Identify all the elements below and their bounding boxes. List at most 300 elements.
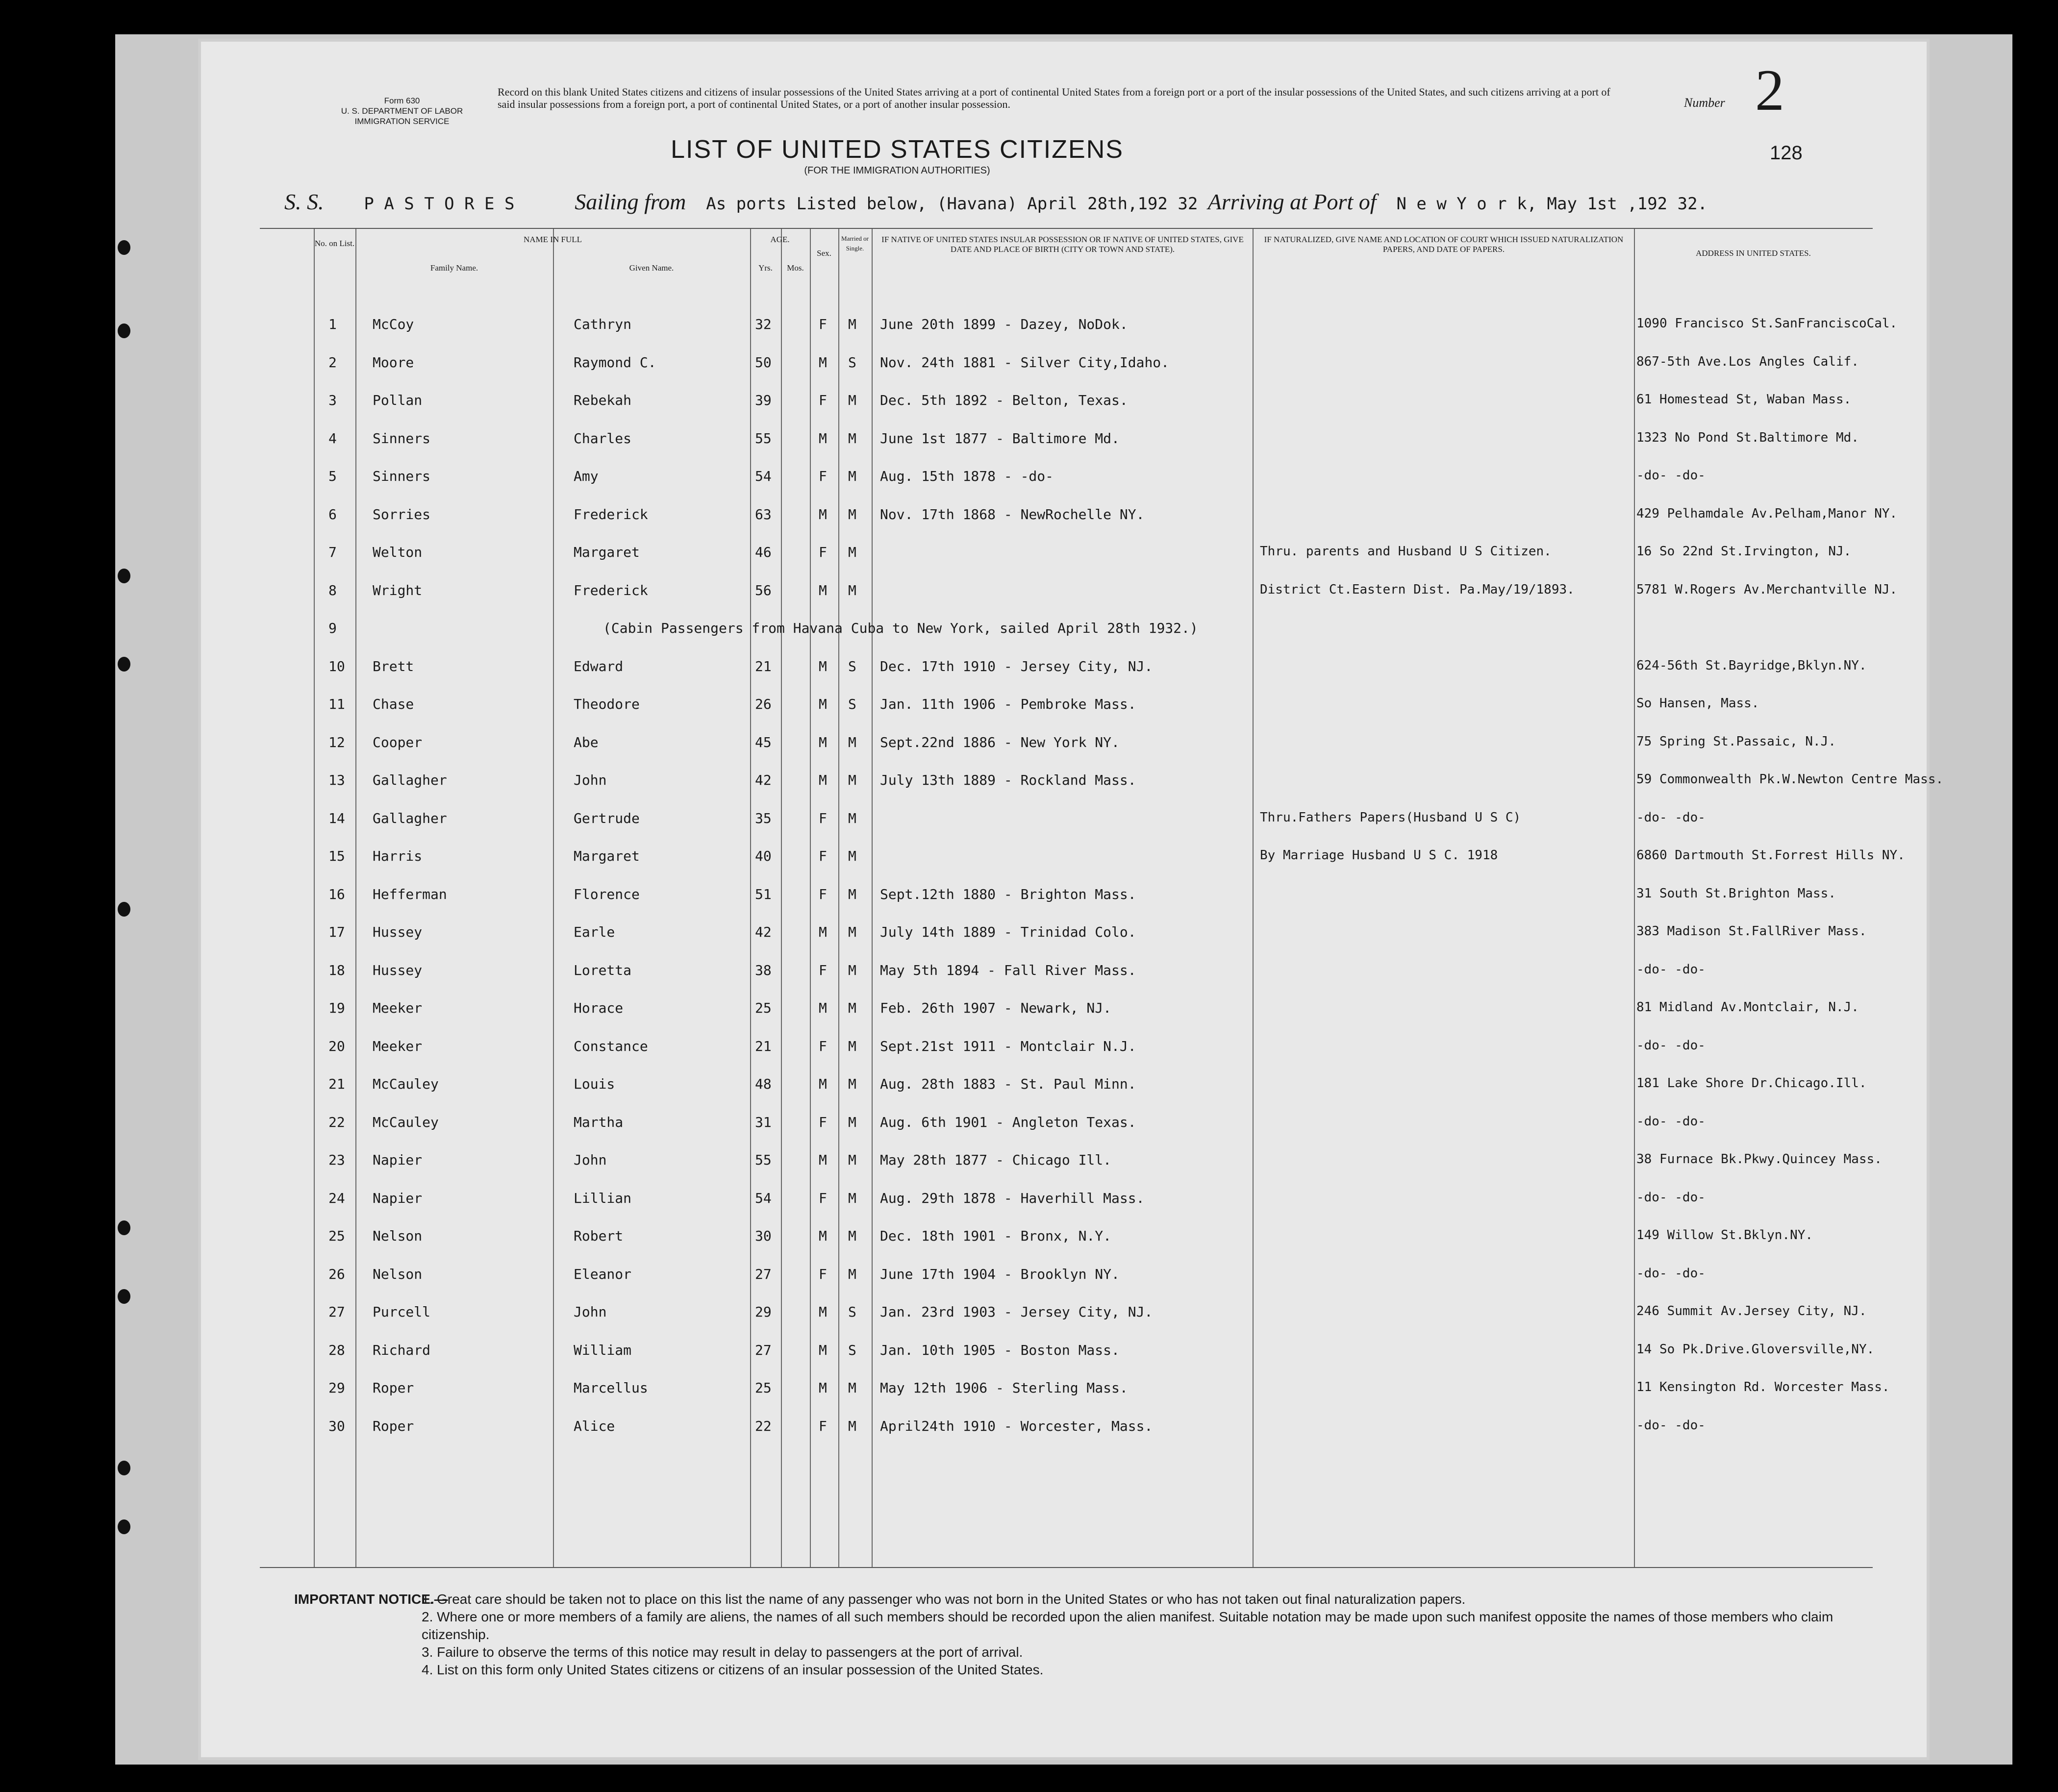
- birth-info: Jan. 10th 1905 - Boston Mass.: [880, 1342, 1120, 1358]
- given-name: Horace: [574, 1000, 624, 1016]
- sex: F: [819, 468, 827, 484]
- marital-status: M: [848, 1228, 856, 1244]
- form-number: Form 630: [384, 96, 420, 105]
- marital-status: M: [848, 1152, 856, 1168]
- age: 55: [755, 1152, 772, 1168]
- birth-info: Aug. 6th 1901 - Angleton Texas.: [880, 1114, 1136, 1130]
- table-row: [260, 620, 1873, 658]
- table-row: [260, 658, 1873, 697]
- marital-status: M: [848, 468, 856, 484]
- table-row: [260, 734, 1873, 772]
- marital-status: M: [848, 1190, 856, 1206]
- row-number: 14: [328, 810, 345, 826]
- given-name: Frederick: [574, 582, 648, 598]
- sex: F: [819, 962, 827, 978]
- family-name: Gallagher: [373, 772, 447, 788]
- table-row: [260, 1000, 1873, 1038]
- sex: F: [819, 544, 827, 560]
- address: 59 Commonwealth Pk.W.Newton Centre Mass.: [1636, 772, 1944, 787]
- marital-status: S: [848, 354, 856, 371]
- marital-status: S: [848, 1304, 856, 1320]
- marital-status: M: [848, 1266, 856, 1282]
- age: 27: [755, 1266, 772, 1282]
- given-name: John: [574, 1304, 607, 1320]
- address: 246 Summit Av.Jersey City, NJ.: [1636, 1304, 1867, 1319]
- address: 149 Willow St.Bklyn.NY.: [1636, 1228, 1813, 1243]
- ss-label: S. S.: [284, 189, 324, 214]
- family-name: McCauley: [373, 1076, 439, 1092]
- notice-item: 2. Where one or more members of a family are aliens, the names of all such members should be recorded upon the alien manifest. Suitable notation may be made upon such manifest opposite the names of those members who claim citizenship.: [422, 1609, 1833, 1642]
- section-note: (Cabin Passengers from Havana Cuba to New York, sailed April 28th 1932.): [603, 620, 1198, 636]
- given-name: Margaret: [574, 848, 640, 864]
- sex: M: [819, 1342, 827, 1358]
- family-name: Gallagher: [373, 810, 447, 826]
- birth-info: July 13th 1889 - Rockland Mass.: [880, 772, 1136, 788]
- birth-info: Sept.22nd 1886 - New York NY.: [880, 734, 1120, 750]
- family-name: Pollan: [373, 392, 423, 408]
- row-number: 23: [328, 1152, 345, 1168]
- marital-status: M: [848, 772, 856, 788]
- age: 46: [755, 544, 772, 560]
- age: 51: [755, 886, 772, 902]
- sailing-value: As ports Listed below, (Havana) April 28th,192 32: [706, 194, 1198, 214]
- birth-info: Dec. 18th 1901 - Bronx, N.Y.: [880, 1228, 1112, 1244]
- address: -do- -do-: [1636, 1190, 1706, 1205]
- row-number: 10: [328, 658, 345, 674]
- sex: M: [819, 1152, 827, 1168]
- age: 31: [755, 1114, 772, 1130]
- passenger-table: [260, 228, 1944, 1568]
- page-title: LIST OF UNITED STATES CITIZENS: [671, 135, 1124, 164]
- birth-info: Aug. 29th 1878 - Haverhill Mass.: [880, 1190, 1145, 1206]
- table-row: [260, 1152, 1882, 1190]
- given-name: Lillian: [574, 1190, 632, 1206]
- age: 45: [755, 734, 772, 750]
- address: -do- -do-: [1636, 468, 1706, 483]
- number-label: Number: [1684, 96, 1725, 110]
- birth-info: June 17th 1904 - Brooklyn NY.: [880, 1266, 1120, 1282]
- given-name: Constance: [574, 1038, 648, 1054]
- header-sex: Sex.: [817, 249, 831, 258]
- family-name: Welton: [373, 544, 423, 560]
- sex: M: [819, 354, 827, 371]
- age: 26: [755, 696, 772, 712]
- age: 21: [755, 1038, 772, 1054]
- given-name: Cathryn: [574, 316, 632, 332]
- birth-info: Aug. 28th 1883 - St. Paul Minn.: [880, 1076, 1136, 1092]
- given-name: Edward: [574, 658, 624, 674]
- sex: F: [819, 886, 827, 902]
- family-name: Nelson: [373, 1228, 423, 1244]
- table-row: [260, 316, 1898, 354]
- marital-status: M: [848, 810, 856, 826]
- given-name: Margaret: [574, 544, 640, 560]
- table-row: [260, 848, 1905, 886]
- number-sub: 128: [1770, 142, 1803, 164]
- birth-info: Dec. 5th 1892 - Belton, Texas.: [880, 392, 1128, 408]
- naturalization: By Marriage Husband U S C. 1918: [1260, 848, 1498, 863]
- age: 27: [755, 1342, 772, 1358]
- important-notice: [294, 1591, 1902, 1679]
- notice-item: 1. Great care should be taken not to place on this list the name of any passenger who was not born in the United States or who has not taken out final naturalization papers.: [422, 1592, 1466, 1607]
- sex: F: [819, 316, 827, 332]
- marital-status: M: [848, 582, 856, 598]
- table-row: [260, 1076, 1873, 1114]
- row-number: 30: [328, 1418, 345, 1434]
- sex: F: [819, 1266, 827, 1282]
- birth-info: May 12th 1906 - Sterling Mass.: [880, 1380, 1128, 1396]
- row-number: 11: [328, 696, 345, 712]
- table-row: [260, 1038, 1873, 1076]
- table-row: [260, 354, 1873, 393]
- sailing-label: Sailing from: [575, 189, 686, 214]
- row-number: 29: [328, 1380, 345, 1396]
- family-name: Brett: [373, 658, 414, 674]
- header-mos: Mos.: [787, 263, 804, 273]
- age: 32: [755, 316, 772, 332]
- age: 55: [755, 430, 772, 447]
- given-name: John: [574, 1152, 607, 1168]
- address: 75 Spring St.Passaic, N.J.: [1636, 734, 1836, 749]
- sex: M: [819, 1076, 827, 1092]
- naturalization: Thru.Fathers Papers(Husband U S C): [1260, 810, 1521, 825]
- sex: F: [819, 810, 827, 826]
- table-row: [260, 1418, 1873, 1456]
- given-name: Robert: [574, 1228, 624, 1244]
- marital-status: S: [848, 1342, 856, 1358]
- family-name: Roper: [373, 1380, 414, 1396]
- birth-info: April24th 1910 - Worcester, Mass.: [880, 1418, 1153, 1434]
- birth-info: Sept.21st 1911 - Montclair N.J.: [880, 1038, 1136, 1054]
- birth-info: May 28th 1877 - Chicago Ill.: [880, 1152, 1112, 1168]
- age: 42: [755, 924, 772, 940]
- header-married: Married or Single.: [841, 235, 869, 252]
- sex: M: [819, 506, 827, 523]
- table-row: [260, 1114, 1873, 1152]
- age: 25: [755, 1000, 772, 1016]
- age: 21: [755, 658, 772, 674]
- family-name: Hussey: [373, 924, 423, 940]
- family-name: Wright: [373, 582, 423, 598]
- address: 38 Furnace Bk.Pkwy.Quincey Mass.: [1636, 1152, 1882, 1167]
- row-number: 27: [328, 1304, 345, 1320]
- table-row: [260, 1266, 1873, 1304]
- given-name: Raymond C.: [574, 354, 656, 371]
- row-number: 3: [328, 392, 337, 408]
- address: -do- -do-: [1636, 1418, 1706, 1433]
- marital-status: M: [848, 1418, 856, 1434]
- table-row: [260, 582, 1898, 621]
- sex: M: [819, 924, 827, 940]
- sex: F: [819, 1038, 827, 1054]
- table-row: [260, 1228, 1873, 1266]
- birth-info: Nov. 17th 1868 - NewRochelle NY.: [880, 506, 1145, 523]
- table-row: [260, 886, 1873, 924]
- given-name: Marcellus: [574, 1380, 648, 1396]
- marital-status: M: [848, 1038, 856, 1054]
- row-number: 15: [328, 848, 345, 864]
- sex: M: [819, 734, 827, 750]
- table-row: [260, 1342, 1873, 1380]
- row-number: 13: [328, 772, 345, 788]
- birth-info: Nov. 24th 1881 - Silver City,Idaho.: [880, 354, 1170, 371]
- address: -do- -do-: [1636, 1266, 1706, 1281]
- table-row: [260, 430, 1873, 469]
- birth-info: July 14th 1889 - Trinidad Colo.: [880, 924, 1136, 940]
- family-name: Sorries: [373, 506, 431, 523]
- sex: M: [819, 696, 827, 712]
- family-name: Napier: [373, 1152, 423, 1168]
- row-number: 21: [328, 1076, 345, 1092]
- birth-info: Jan. 11th 1906 - Pembroke Mass.: [880, 696, 1136, 712]
- given-name: Florence: [574, 886, 640, 902]
- age: 42: [755, 772, 772, 788]
- row-number: 20: [328, 1038, 345, 1054]
- address: 624-56th St.Bayridge,Bklyn.NY.: [1636, 658, 1867, 673]
- row-number: 1: [328, 316, 337, 332]
- age: 40: [755, 848, 772, 864]
- given-name: Earle: [574, 924, 615, 940]
- age: 38: [755, 962, 772, 978]
- marital-status: M: [848, 734, 856, 750]
- age: 35: [755, 810, 772, 826]
- marital-status: M: [848, 544, 856, 560]
- ship-name: P A S T O R E S: [364, 194, 515, 214]
- sex: M: [819, 658, 827, 674]
- age: 39: [755, 392, 772, 408]
- table-row: [260, 696, 1873, 734]
- row-number: 2: [328, 354, 337, 371]
- address: 31 South St.Brighton Mass.: [1636, 886, 1836, 901]
- table-row: [260, 392, 1873, 430]
- family-name: Harris: [373, 848, 423, 864]
- row-number: 7: [328, 544, 337, 560]
- sex: F: [819, 1418, 827, 1434]
- given-name: Rebekah: [574, 392, 632, 408]
- birth-info: June 20th 1899 - Dazey, NoDok.: [880, 316, 1128, 332]
- notice-item: 4. List on this form only United States citizens or citizens of an insular possession of the United States.: [422, 1662, 1044, 1677]
- marital-status: M: [848, 430, 856, 447]
- marital-status: M: [848, 316, 856, 332]
- family-name: McCoy: [373, 316, 414, 332]
- sex: M: [819, 1380, 827, 1396]
- address: 6860 Dartmouth St.Forrest Hills NY.: [1636, 848, 1905, 863]
- given-name: Abe: [574, 734, 599, 750]
- table-row: [260, 924, 1873, 962]
- marital-status: M: [848, 506, 856, 523]
- sex: M: [819, 772, 827, 788]
- header-name: NAME IN FULL: [524, 235, 582, 244]
- row-number: 22: [328, 1114, 345, 1130]
- row-number: 6: [328, 506, 337, 523]
- address: -do- -do-: [1636, 962, 1706, 977]
- birth-info: Aug. 15th 1878 - -do-: [880, 468, 1054, 484]
- row-number: 12: [328, 734, 345, 750]
- service-name: IMMIGRATION SERVICE: [354, 117, 450, 126]
- address: 61 Homestead St, Waban Mass.: [1636, 392, 1852, 407]
- age: 29: [755, 1304, 772, 1320]
- address: 867-5th Ave.Los Angles Calif.: [1636, 354, 1859, 369]
- family-name: Moore: [373, 354, 414, 371]
- address: 181 Lake Shore Dr.Chicago.Ill.: [1636, 1076, 1867, 1091]
- address: 1323 No Pond St.Baltimore Md.: [1636, 430, 1859, 445]
- form-instructions: Record on this blank United States citizens and citizens of insular possessions of the United States arriving at a port of continental United States from a foreign port or a port of the insular possessions of the United States, and such citizens arriving at a port of said insular possessions from a foreign port, a port of continental United States, or a port of another insular possession.: [498, 86, 1610, 110]
- marital-status: M: [848, 1114, 856, 1130]
- sex: M: [819, 1228, 827, 1244]
- row-number: 26: [328, 1266, 345, 1282]
- address: 14 So Pk.Drive.Gloversville,NY.: [1636, 1342, 1875, 1357]
- family-name: Hefferman: [373, 886, 447, 902]
- family-name: Roper: [373, 1418, 414, 1434]
- marital-status: M: [848, 392, 856, 408]
- table-row: [260, 1304, 1873, 1342]
- family-name: Nelson: [373, 1266, 423, 1282]
- marital-status: M: [848, 886, 856, 902]
- address: 429 Pelhamdale Av.Pelham,Manor NY.: [1636, 506, 1898, 521]
- address: 1090 Francisco St.SanFranciscoCal.: [1636, 316, 1898, 331]
- header-address: ADDRESS IN UNITED STATES.: [1696, 249, 1811, 258]
- row-number: 25: [328, 1228, 345, 1244]
- birth-info: Sept.12th 1880 - Brighton Mass.: [880, 886, 1136, 902]
- naturalization: Thru. parents and Husband U S Citizen.: [1260, 544, 1552, 559]
- age: 25: [755, 1380, 772, 1396]
- given-name: Alice: [574, 1418, 615, 1434]
- marital-status: M: [848, 924, 856, 940]
- birth-info: May 5th 1894 - Fall River Mass.: [880, 962, 1136, 978]
- family-name: Richard: [373, 1342, 431, 1358]
- given-name: Amy: [574, 468, 599, 484]
- row-number: 4: [328, 430, 337, 447]
- header-native: IF NATIVE OF UNITED STATES INSULAR POSSESSION OR IF NATIVE OF UNITED STATES, GIVE DATE AND PLACE OF BIRTH (CITY OR TOWN AND STATE).: [881, 235, 1244, 254]
- family-name: Cooper: [373, 734, 423, 750]
- row-number: 5: [328, 468, 337, 484]
- sex: F: [819, 1114, 827, 1130]
- naturalization: District Ct.Eastern Dist. Pa.May/19/1893.: [1260, 582, 1575, 597]
- given-name: Louis: [574, 1076, 615, 1092]
- address: 383 Madison St.FallRiver Mass.: [1636, 924, 1867, 939]
- table-row: [260, 1190, 1873, 1228]
- given-name: Eleanor: [574, 1266, 632, 1282]
- given-name: Loretta: [574, 962, 632, 978]
- manifest-sheet: [201, 42, 1944, 1757]
- sex: F: [819, 392, 827, 408]
- age: 50: [755, 354, 772, 371]
- birth-info: Feb. 26th 1907 - Newark, NJ.: [880, 1000, 1112, 1016]
- arriving-label: Arriving at Port of: [1207, 189, 1377, 214]
- page-subtitle: (FOR THE IMMIGRATION AUTHORITIES): [804, 165, 990, 176]
- table-row: [260, 962, 1873, 1000]
- family-name: Meeker: [373, 1000, 423, 1016]
- given-name: Frederick: [574, 506, 648, 523]
- marital-status: S: [848, 696, 856, 712]
- marital-status: M: [848, 1076, 856, 1092]
- family-name: Chase: [373, 696, 414, 712]
- given-name: Theodore: [574, 696, 640, 712]
- age: 63: [755, 506, 772, 523]
- address: -do- -do-: [1636, 1038, 1706, 1053]
- address: 5781 W.Rogers Av.Merchantville NJ.: [1636, 582, 1898, 597]
- header-no: No. on List.: [314, 239, 355, 248]
- given-name: Charles: [574, 430, 632, 447]
- age: 30: [755, 1228, 772, 1244]
- birth-info: June 1st 1877 - Baltimore Md.: [880, 430, 1120, 447]
- sex: F: [819, 848, 827, 864]
- given-name: Martha: [574, 1114, 624, 1130]
- marital-status: M: [848, 1380, 856, 1396]
- family-name: Meeker: [373, 1038, 423, 1054]
- age: 54: [755, 468, 772, 484]
- table-row: [260, 772, 1944, 810]
- address: 81 Midland Av.Montclair, N.J.: [1636, 1000, 1859, 1015]
- age: 22: [755, 1418, 772, 1434]
- header-yrs: Yrs.: [758, 263, 773, 273]
- age: 54: [755, 1190, 772, 1206]
- row-number: 19: [328, 1000, 345, 1016]
- header-naturalized: IF NATURALIZED, GIVE NAME AND LOCATION OF COURT WHICH ISSUED NATURALIZATION PAPERS, AND DATE OF PAPERS.: [1264, 235, 1624, 254]
- sex: M: [819, 1000, 827, 1016]
- family-name: McCauley: [373, 1114, 439, 1130]
- family-name: Sinners: [373, 468, 431, 484]
- address: So Hansen, Mass.: [1636, 696, 1759, 711]
- voyage-line: [284, 189, 1707, 215]
- age: 56: [755, 582, 772, 598]
- sex: M: [819, 1304, 827, 1320]
- table-row: [260, 1380, 1890, 1418]
- family-name: Sinners: [373, 430, 431, 447]
- row-number: 28: [328, 1342, 345, 1358]
- marital-status: M: [848, 848, 856, 864]
- marital-status: S: [848, 658, 856, 674]
- sex: M: [819, 582, 827, 598]
- header-family: Family Name.: [430, 263, 478, 273]
- address: -do- -do-: [1636, 1114, 1706, 1129]
- row-number: 8: [328, 582, 337, 598]
- sex: M: [819, 430, 827, 447]
- marital-status: M: [848, 962, 856, 978]
- binder-holes: [118, 0, 147, 1792]
- number-value: 2: [1755, 57, 1784, 123]
- header-age: AGE.: [770, 235, 790, 244]
- table-row: [260, 468, 1873, 506]
- given-name: Gertrude: [574, 810, 640, 826]
- row-number: 17: [328, 924, 345, 940]
- marital-status: M: [848, 1000, 856, 1016]
- sex: F: [819, 1190, 827, 1206]
- address: 11 Kensington Rd. Worcester Mass.: [1636, 1380, 1890, 1394]
- row-number: 24: [328, 1190, 345, 1206]
- notice-label: IMPORTANT NOTICE.—: [294, 1592, 448, 1607]
- family-name: Hussey: [373, 962, 423, 978]
- birth-info: Dec. 17th 1910 - Jersey City, NJ.: [880, 658, 1153, 674]
- header-given: Given Name.: [629, 263, 674, 273]
- table-row: [260, 506, 1898, 545]
- given-name: William: [574, 1342, 632, 1358]
- birth-info: Jan. 23rd 1903 - Jersey City, NJ.: [880, 1304, 1153, 1320]
- row-number: 9: [328, 620, 337, 636]
- arriving-value: N e w Y o r k, May 1st ,192 32.: [1396, 194, 1708, 214]
- notice-item: 3. Failure to observe the terms of this notice may result in delay to passengers at the port of arrival.: [422, 1644, 1023, 1660]
- table-row: [260, 810, 1873, 848]
- family-name: Purcell: [373, 1304, 431, 1320]
- row-number: 16: [328, 886, 345, 902]
- address: 16 So 22nd St.Irvington, NJ.: [1636, 544, 1852, 559]
- department-name: U. S. DEPARTMENT OF LABOR: [341, 106, 463, 116]
- age: 48: [755, 1076, 772, 1092]
- address: -do- -do-: [1636, 810, 1706, 825]
- family-name: Napier: [373, 1190, 423, 1206]
- row-number: 18: [328, 962, 345, 978]
- given-name: John: [574, 772, 607, 788]
